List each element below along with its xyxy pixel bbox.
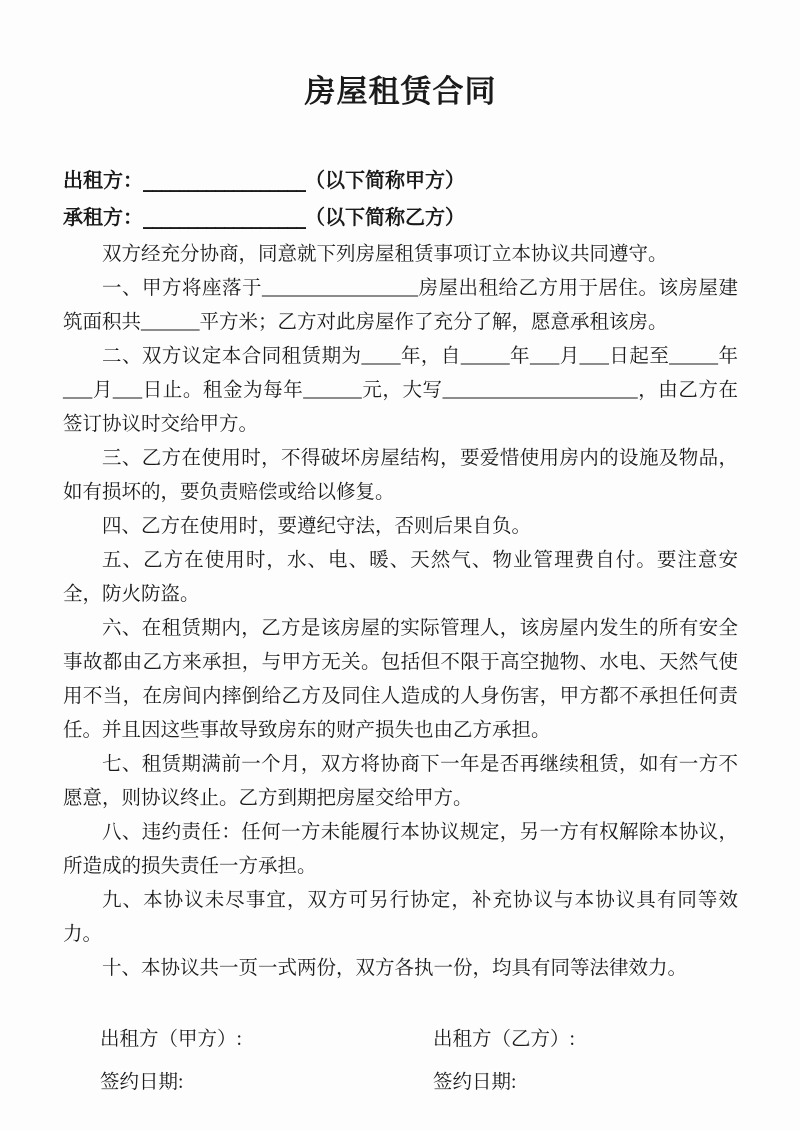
clause-3: 三、乙方在使用时，不得破坏房屋结构，要爱惜使用房内的设施及物品，如有损坏的，要负责赔偿或给以修复。 — [63, 448, 738, 503]
clause-7: 七、租赁期满前一个月，双方将协商下一年是否再继续租赁，如有一方不愿意，则协议终止。乙方到期把房屋交给甲方。 — [63, 754, 738, 809]
clause-8: 八、违约责任：任何一方未能履行本协议规定，另一方有权解除本协议，所造成的损失责任一方承担。 — [63, 822, 738, 877]
clause-5: 五、乙方在使用时，水、电、暖、天然气、物业管理费自付。要注意安全，防火防盗。 — [63, 550, 738, 605]
intro-paragraph: 双方经充分协商，同意就下列房屋租赁事项订立本协议共同遵守。 — [102, 244, 668, 265]
page-title: 房屋租赁合同 — [304, 74, 497, 110]
lessee-blank-line: __________________ — [143, 205, 305, 229]
clause-6: 六、在租赁期内，乙方是该房屋的实际管理人，该房屋内发生的所有安全事故都由乙方来承担，与甲方无关。包括但不限于高空抛物、水电、天然气使用不当，在房间内摔倒给乙方及同住人造成的人身伤害，甲方都不承担任何责任。并且因这些事故导致房东的财产损失也由乙方承担。 — [63, 618, 738, 741]
lessor-blank-line: __________________ — [143, 168, 305, 192]
clause-1: 一、甲方将座落于________________房屋出租给乙方用于居住。该房屋建筑面积共______平方米；乙方对此房屋作了充分了解，愿意承租该房。 — [63, 278, 738, 333]
lessor-alias: （以下简称甲方） — [305, 168, 465, 192]
lessee-label: 承租方： — [63, 205, 143, 229]
clause-9: 九、本协议未尽事宜，双方可另行协定，补充协议与本协议具有同等效力。 — [63, 890, 738, 945]
lessee-line — [63, 199, 738, 236]
signature-row-dates — [63, 1061, 738, 1104]
lessor-line — [63, 162, 738, 199]
party-a-signature-label: 出租方（甲方）: — [100, 1029, 242, 1050]
lessee-alias: （以下简称乙方） — [305, 205, 465, 229]
parties-block — [63, 162, 738, 236]
signature-row-parties — [63, 1018, 738, 1061]
signature-block — [63, 1018, 738, 1104]
clause-10: 十、本协议共一页一式两份，双方各执一份，均具有同等法律效力。 — [102, 958, 688, 979]
contract-body — [63, 238, 738, 986]
party-b-date-label: 签约日期: — [433, 1072, 517, 1093]
clause-2: 二、双方议定本合同租赁期为____年，自_____年___月___日起至_____年___月___日止。租金为每年______元，大写____________________，由乙方在签订协议时交给甲方。 — [63, 346, 738, 435]
clause-4: 四、乙方在使用时，要遵纪守法，否则后果自负。 — [102, 516, 532, 537]
party-a-date-label: 签约日期: — [100, 1072, 184, 1093]
party-b-signature-label: 出租方（乙方）: — [433, 1029, 575, 1050]
lessor-label: 出租方： — [63, 168, 143, 192]
